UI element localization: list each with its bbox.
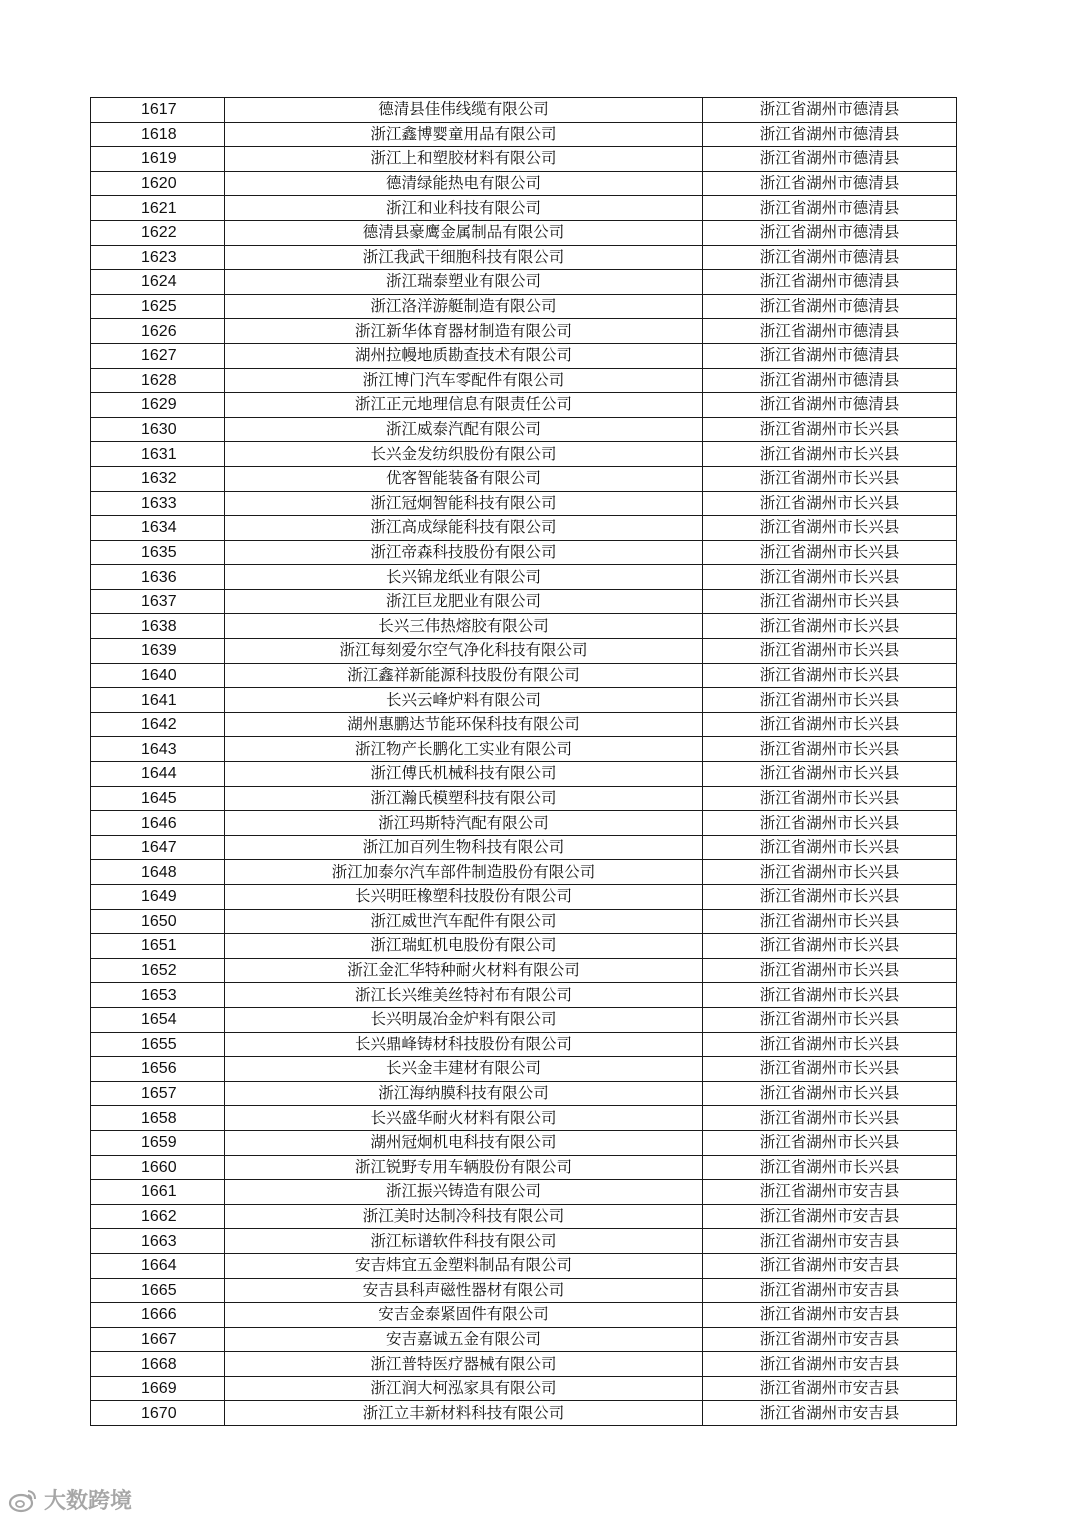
table-row	[91, 1155, 957, 1180]
table-row	[91, 1327, 957, 1352]
table-row	[91, 934, 957, 959]
company-name-cell: 浙江傅氏机械科技有限公司	[225, 762, 703, 787]
row-number-cell: 1644	[91, 762, 225, 787]
table-row	[91, 1106, 957, 1131]
table-row	[91, 294, 957, 319]
location-cell: 浙江省湖州市长兴县	[703, 1130, 957, 1155]
company-name-cell: 湖州拉幔地质勘查技术有限公司	[225, 343, 703, 368]
table-row	[91, 417, 957, 442]
row-number-cell: 1617	[91, 98, 225, 123]
location-cell: 浙江省湖州市长兴县	[703, 835, 957, 860]
table-row	[91, 1057, 957, 1082]
location-cell: 浙江省湖州市长兴县	[703, 1032, 957, 1057]
row-number-cell: 1618	[91, 122, 225, 147]
table-row	[91, 1180, 957, 1205]
table-row	[91, 270, 957, 295]
row-number-cell: 1631	[91, 442, 225, 467]
table-row	[91, 786, 957, 811]
table-row	[91, 860, 957, 885]
location-cell: 浙江省湖州市安吉县	[703, 1376, 957, 1401]
table-row	[91, 1204, 957, 1229]
watermark	[8, 1484, 132, 1515]
location-cell: 浙江省湖州市长兴县	[703, 466, 957, 491]
row-number-cell: 1619	[91, 147, 225, 172]
row-number-cell: 1658	[91, 1106, 225, 1131]
row-number-cell: 1642	[91, 712, 225, 737]
table-row	[91, 368, 957, 393]
row-number-cell: 1657	[91, 1081, 225, 1106]
table-row	[91, 516, 957, 541]
table-row	[91, 1303, 957, 1328]
company-name-cell: 长兴明晟冶金炉料有限公司	[225, 1007, 703, 1032]
table-row	[91, 98, 957, 123]
table-row	[91, 1376, 957, 1401]
company-name-cell: 湖州惠鹏达节能环保科技有限公司	[225, 712, 703, 737]
location-cell: 浙江省湖州市安吉县	[703, 1401, 957, 1426]
table-row	[91, 171, 957, 196]
table-body	[91, 98, 957, 1426]
table-row	[91, 639, 957, 664]
location-cell: 浙江省湖州市德清县	[703, 393, 957, 418]
location-cell: 浙江省湖州市安吉县	[703, 1352, 957, 1377]
company-name-cell: 浙江威世汽车配件有限公司	[225, 909, 703, 934]
location-cell: 浙江省湖州市安吉县	[703, 1204, 957, 1229]
table-row	[91, 958, 957, 983]
table-row	[91, 688, 957, 713]
row-number-cell: 1629	[91, 393, 225, 418]
location-cell: 浙江省湖州市长兴县	[703, 934, 957, 959]
row-number-cell: 1622	[91, 220, 225, 245]
row-number-cell: 1637	[91, 589, 225, 614]
company-name-cell: 浙江威泰汽配有限公司	[225, 417, 703, 442]
row-number-cell: 1634	[91, 516, 225, 541]
table-row	[91, 565, 957, 590]
location-cell: 浙江省湖州市长兴县	[703, 712, 957, 737]
company-name-cell: 浙江正元地理信息有限责任公司	[225, 393, 703, 418]
location-cell: 浙江省湖州市长兴县	[703, 589, 957, 614]
table-row	[91, 811, 957, 836]
location-cell: 浙江省湖州市德清县	[703, 368, 957, 393]
company-name-cell: 长兴云峰炉料有限公司	[225, 688, 703, 713]
company-name-cell: 浙江洛洋游艇制造有限公司	[225, 294, 703, 319]
company-name-cell: 浙江高成绿能科技有限公司	[225, 516, 703, 541]
row-number-cell: 1655	[91, 1032, 225, 1057]
location-cell: 浙江省湖州市长兴县	[703, 958, 957, 983]
location-cell: 浙江省湖州市德清县	[703, 171, 957, 196]
location-cell: 浙江省湖州市长兴县	[703, 1106, 957, 1131]
row-number-cell: 1640	[91, 663, 225, 688]
table-row	[91, 196, 957, 221]
row-number-cell: 1651	[91, 934, 225, 959]
table-row	[91, 737, 957, 762]
company-name-cell: 浙江每刻爱尔空气净化科技有限公司	[225, 639, 703, 664]
row-number-cell: 1635	[91, 540, 225, 565]
location-cell: 浙江省湖州市德清县	[703, 343, 957, 368]
company-name-cell: 湖州冠炯机电科技有限公司	[225, 1130, 703, 1155]
company-name-cell: 安吉金泰紧固件有限公司	[225, 1303, 703, 1328]
company-name-cell: 浙江瑞泰塑业有限公司	[225, 270, 703, 295]
location-cell: 浙江省湖州市安吉县	[703, 1278, 957, 1303]
table-row	[91, 1007, 957, 1032]
table-row	[91, 147, 957, 172]
company-name-cell: 浙江锐野专用车辆股份有限公司	[225, 1155, 703, 1180]
table-row	[91, 614, 957, 639]
company-name-cell: 德清县佳伟线缆有限公司	[225, 98, 703, 123]
row-number-cell: 1628	[91, 368, 225, 393]
row-number-cell: 1654	[91, 1007, 225, 1032]
row-number-cell: 1664	[91, 1253, 225, 1278]
company-name-cell: 安吉嘉诚五金有限公司	[225, 1327, 703, 1352]
table-row	[91, 712, 957, 737]
company-name-cell: 浙江标谱软件科技有限公司	[225, 1229, 703, 1254]
row-number-cell: 1665	[91, 1278, 225, 1303]
location-cell: 浙江省湖州市长兴县	[703, 639, 957, 664]
company-name-cell: 浙江加泰尔汽车部件制造股份有限公司	[225, 860, 703, 885]
location-cell: 浙江省湖州市德清县	[703, 220, 957, 245]
location-cell: 浙江省湖州市长兴县	[703, 663, 957, 688]
company-name-cell: 德清绿能热电有限公司	[225, 171, 703, 196]
table-row	[91, 1229, 957, 1254]
table-row	[91, 442, 957, 467]
row-number-cell: 1645	[91, 786, 225, 811]
row-number-cell: 1667	[91, 1327, 225, 1352]
row-number-cell: 1650	[91, 909, 225, 934]
location-cell: 浙江省湖州市德清县	[703, 294, 957, 319]
company-name-cell: 浙江冠炯智能科技有限公司	[225, 491, 703, 516]
company-name-cell: 浙江长兴维美丝特衬布有限公司	[225, 983, 703, 1008]
location-cell: 浙江省湖州市德清县	[703, 270, 957, 295]
row-number-cell: 1632	[91, 466, 225, 491]
table-row	[91, 589, 957, 614]
company-name-cell: 浙江玛斯特汽配有限公司	[225, 811, 703, 836]
company-list-table-container	[90, 97, 956, 1426]
location-cell: 浙江省湖州市德清县	[703, 196, 957, 221]
company-name-cell: 长兴明旺橡塑科技股份有限公司	[225, 885, 703, 910]
company-name-cell: 浙江美时达制冷科技有限公司	[225, 1204, 703, 1229]
company-name-cell: 浙江普特医疗器械有限公司	[225, 1352, 703, 1377]
location-cell: 浙江省湖州市德清县	[703, 122, 957, 147]
company-name-cell: 浙江新华体育器材制造有限公司	[225, 319, 703, 344]
location-cell: 浙江省湖州市长兴县	[703, 1155, 957, 1180]
location-cell: 浙江省湖州市德清县	[703, 98, 957, 123]
location-cell: 浙江省湖州市长兴县	[703, 762, 957, 787]
row-number-cell: 1623	[91, 245, 225, 270]
company-name-cell: 浙江鑫祥新能源科技股份有限公司	[225, 663, 703, 688]
company-name-cell: 优客智能装备有限公司	[225, 466, 703, 491]
company-name-cell: 浙江上和塑胶材料有限公司	[225, 147, 703, 172]
location-cell: 浙江省湖州市德清县	[703, 147, 957, 172]
company-name-cell: 长兴三伟热熔胶有限公司	[225, 614, 703, 639]
row-number-cell: 1668	[91, 1352, 225, 1377]
row-number-cell: 1653	[91, 983, 225, 1008]
row-number-cell: 1649	[91, 885, 225, 910]
row-number-cell: 1646	[91, 811, 225, 836]
row-number-cell: 1625	[91, 294, 225, 319]
location-cell: 浙江省湖州市长兴县	[703, 909, 957, 934]
location-cell: 浙江省湖州市长兴县	[703, 737, 957, 762]
location-cell: 浙江省湖州市长兴县	[703, 1057, 957, 1082]
location-cell: 浙江省湖州市德清县	[703, 319, 957, 344]
table-row	[91, 343, 957, 368]
location-cell: 浙江省湖州市安吉县	[703, 1180, 957, 1205]
location-cell: 浙江省湖州市长兴县	[703, 417, 957, 442]
table-row	[91, 393, 957, 418]
table-row	[91, 1253, 957, 1278]
location-cell: 浙江省湖州市长兴县	[703, 688, 957, 713]
location-cell: 浙江省湖州市安吉县	[703, 1303, 957, 1328]
row-number-cell: 1624	[91, 270, 225, 295]
row-number-cell: 1638	[91, 614, 225, 639]
company-name-cell: 浙江帝森科技股份有限公司	[225, 540, 703, 565]
company-name-cell: 安吉县科声磁性器材有限公司	[225, 1278, 703, 1303]
company-name-cell: 浙江金汇华特种耐火材料有限公司	[225, 958, 703, 983]
table-row	[91, 1032, 957, 1057]
row-number-cell: 1670	[91, 1401, 225, 1426]
company-name-cell: 浙江立丰新材料科技有限公司	[225, 1401, 703, 1426]
location-cell: 浙江省湖州市长兴县	[703, 860, 957, 885]
row-number-cell: 1648	[91, 860, 225, 885]
company-name-cell: 浙江鑫博婴童用品有限公司	[225, 122, 703, 147]
location-cell: 浙江省湖州市长兴县	[703, 540, 957, 565]
company-name-cell: 浙江加百列生物科技有限公司	[225, 835, 703, 860]
company-name-cell: 浙江振兴铸造有限公司	[225, 1180, 703, 1205]
row-number-cell: 1641	[91, 688, 225, 713]
location-cell: 浙江省湖州市长兴县	[703, 565, 957, 590]
company-name-cell: 德清县豪鹰金属制品有限公司	[225, 220, 703, 245]
row-number-cell: 1639	[91, 639, 225, 664]
location-cell: 浙江省湖州市长兴县	[703, 442, 957, 467]
table-row	[91, 885, 957, 910]
company-name-cell: 浙江润大柯泓家具有限公司	[225, 1376, 703, 1401]
location-cell: 浙江省湖州市长兴县	[703, 811, 957, 836]
row-number-cell: 1661	[91, 1180, 225, 1205]
table-row	[91, 1130, 957, 1155]
table-row	[91, 909, 957, 934]
row-number-cell: 1633	[91, 491, 225, 516]
location-cell: 浙江省湖州市安吉县	[703, 1327, 957, 1352]
table-row	[91, 663, 957, 688]
company-name-cell: 安吉炜宜五金塑料制品有限公司	[225, 1253, 703, 1278]
row-number-cell: 1660	[91, 1155, 225, 1180]
company-name-cell: 浙江巨龙肥业有限公司	[225, 589, 703, 614]
table-row	[91, 540, 957, 565]
table-row	[91, 835, 957, 860]
company-list-table	[90, 97, 957, 1426]
watermark-text: 大数跨境	[44, 1489, 133, 1514]
company-name-cell: 长兴金发纺织股份有限公司	[225, 442, 703, 467]
location-cell: 浙江省湖州市长兴县	[703, 983, 957, 1008]
table-row	[91, 319, 957, 344]
company-name-cell: 浙江海纳膜科技有限公司	[225, 1081, 703, 1106]
table-row	[91, 983, 957, 1008]
table-row	[91, 220, 957, 245]
row-number-cell: 1630	[91, 417, 225, 442]
company-name-cell: 浙江我武干细胞科技有限公司	[225, 245, 703, 270]
table-row	[91, 491, 957, 516]
row-number-cell: 1669	[91, 1376, 225, 1401]
row-number-cell: 1621	[91, 196, 225, 221]
location-cell: 浙江省湖州市长兴县	[703, 1007, 957, 1032]
location-cell: 浙江省湖州市长兴县	[703, 786, 957, 811]
company-name-cell: 长兴鼎峰铸材科技股份有限公司	[225, 1032, 703, 1057]
company-name-cell: 长兴金丰建材有限公司	[225, 1057, 703, 1082]
row-number-cell: 1643	[91, 737, 225, 762]
row-number-cell: 1647	[91, 835, 225, 860]
row-number-cell: 1627	[91, 343, 225, 368]
table-row	[91, 1081, 957, 1106]
location-cell: 浙江省湖州市长兴县	[703, 516, 957, 541]
company-name-cell: 浙江和业科技有限公司	[225, 196, 703, 221]
table-row	[91, 1401, 957, 1426]
location-cell: 浙江省湖州市长兴县	[703, 885, 957, 910]
company-name-cell: 浙江博门汽车零配件有限公司	[225, 368, 703, 393]
row-number-cell: 1626	[91, 319, 225, 344]
table-row	[91, 122, 957, 147]
table-row	[91, 245, 957, 270]
location-cell: 浙江省湖州市安吉县	[703, 1253, 957, 1278]
company-name-cell: 浙江瀚氏模塑科技有限公司	[225, 786, 703, 811]
row-number-cell: 1656	[91, 1057, 225, 1082]
location-cell: 浙江省湖州市德清县	[703, 245, 957, 270]
company-name-cell: 长兴盛华耐火材料有限公司	[225, 1106, 703, 1131]
table-row	[91, 1352, 957, 1377]
row-number-cell: 1662	[91, 1204, 225, 1229]
row-number-cell: 1666	[91, 1303, 225, 1328]
location-cell: 浙江省湖州市长兴县	[703, 491, 957, 516]
row-number-cell: 1636	[91, 565, 225, 590]
row-number-cell: 1620	[91, 171, 225, 196]
company-name-cell: 长兴锦龙纸业有限公司	[225, 565, 703, 590]
location-cell: 浙江省湖州市安吉县	[703, 1229, 957, 1254]
table-row	[91, 1278, 957, 1303]
row-number-cell: 1663	[91, 1229, 225, 1254]
location-cell: 浙江省湖州市长兴县	[703, 614, 957, 639]
table-row	[91, 762, 957, 787]
weibo-logo-icon	[8, 1487, 38, 1513]
row-number-cell: 1652	[91, 958, 225, 983]
company-name-cell: 浙江瑞虹机电股份有限公司	[225, 934, 703, 959]
location-cell: 浙江省湖州市长兴县	[703, 1081, 957, 1106]
company-name-cell: 浙江物产长鹏化工实业有限公司	[225, 737, 703, 762]
table-row	[91, 466, 957, 491]
row-number-cell: 1659	[91, 1130, 225, 1155]
